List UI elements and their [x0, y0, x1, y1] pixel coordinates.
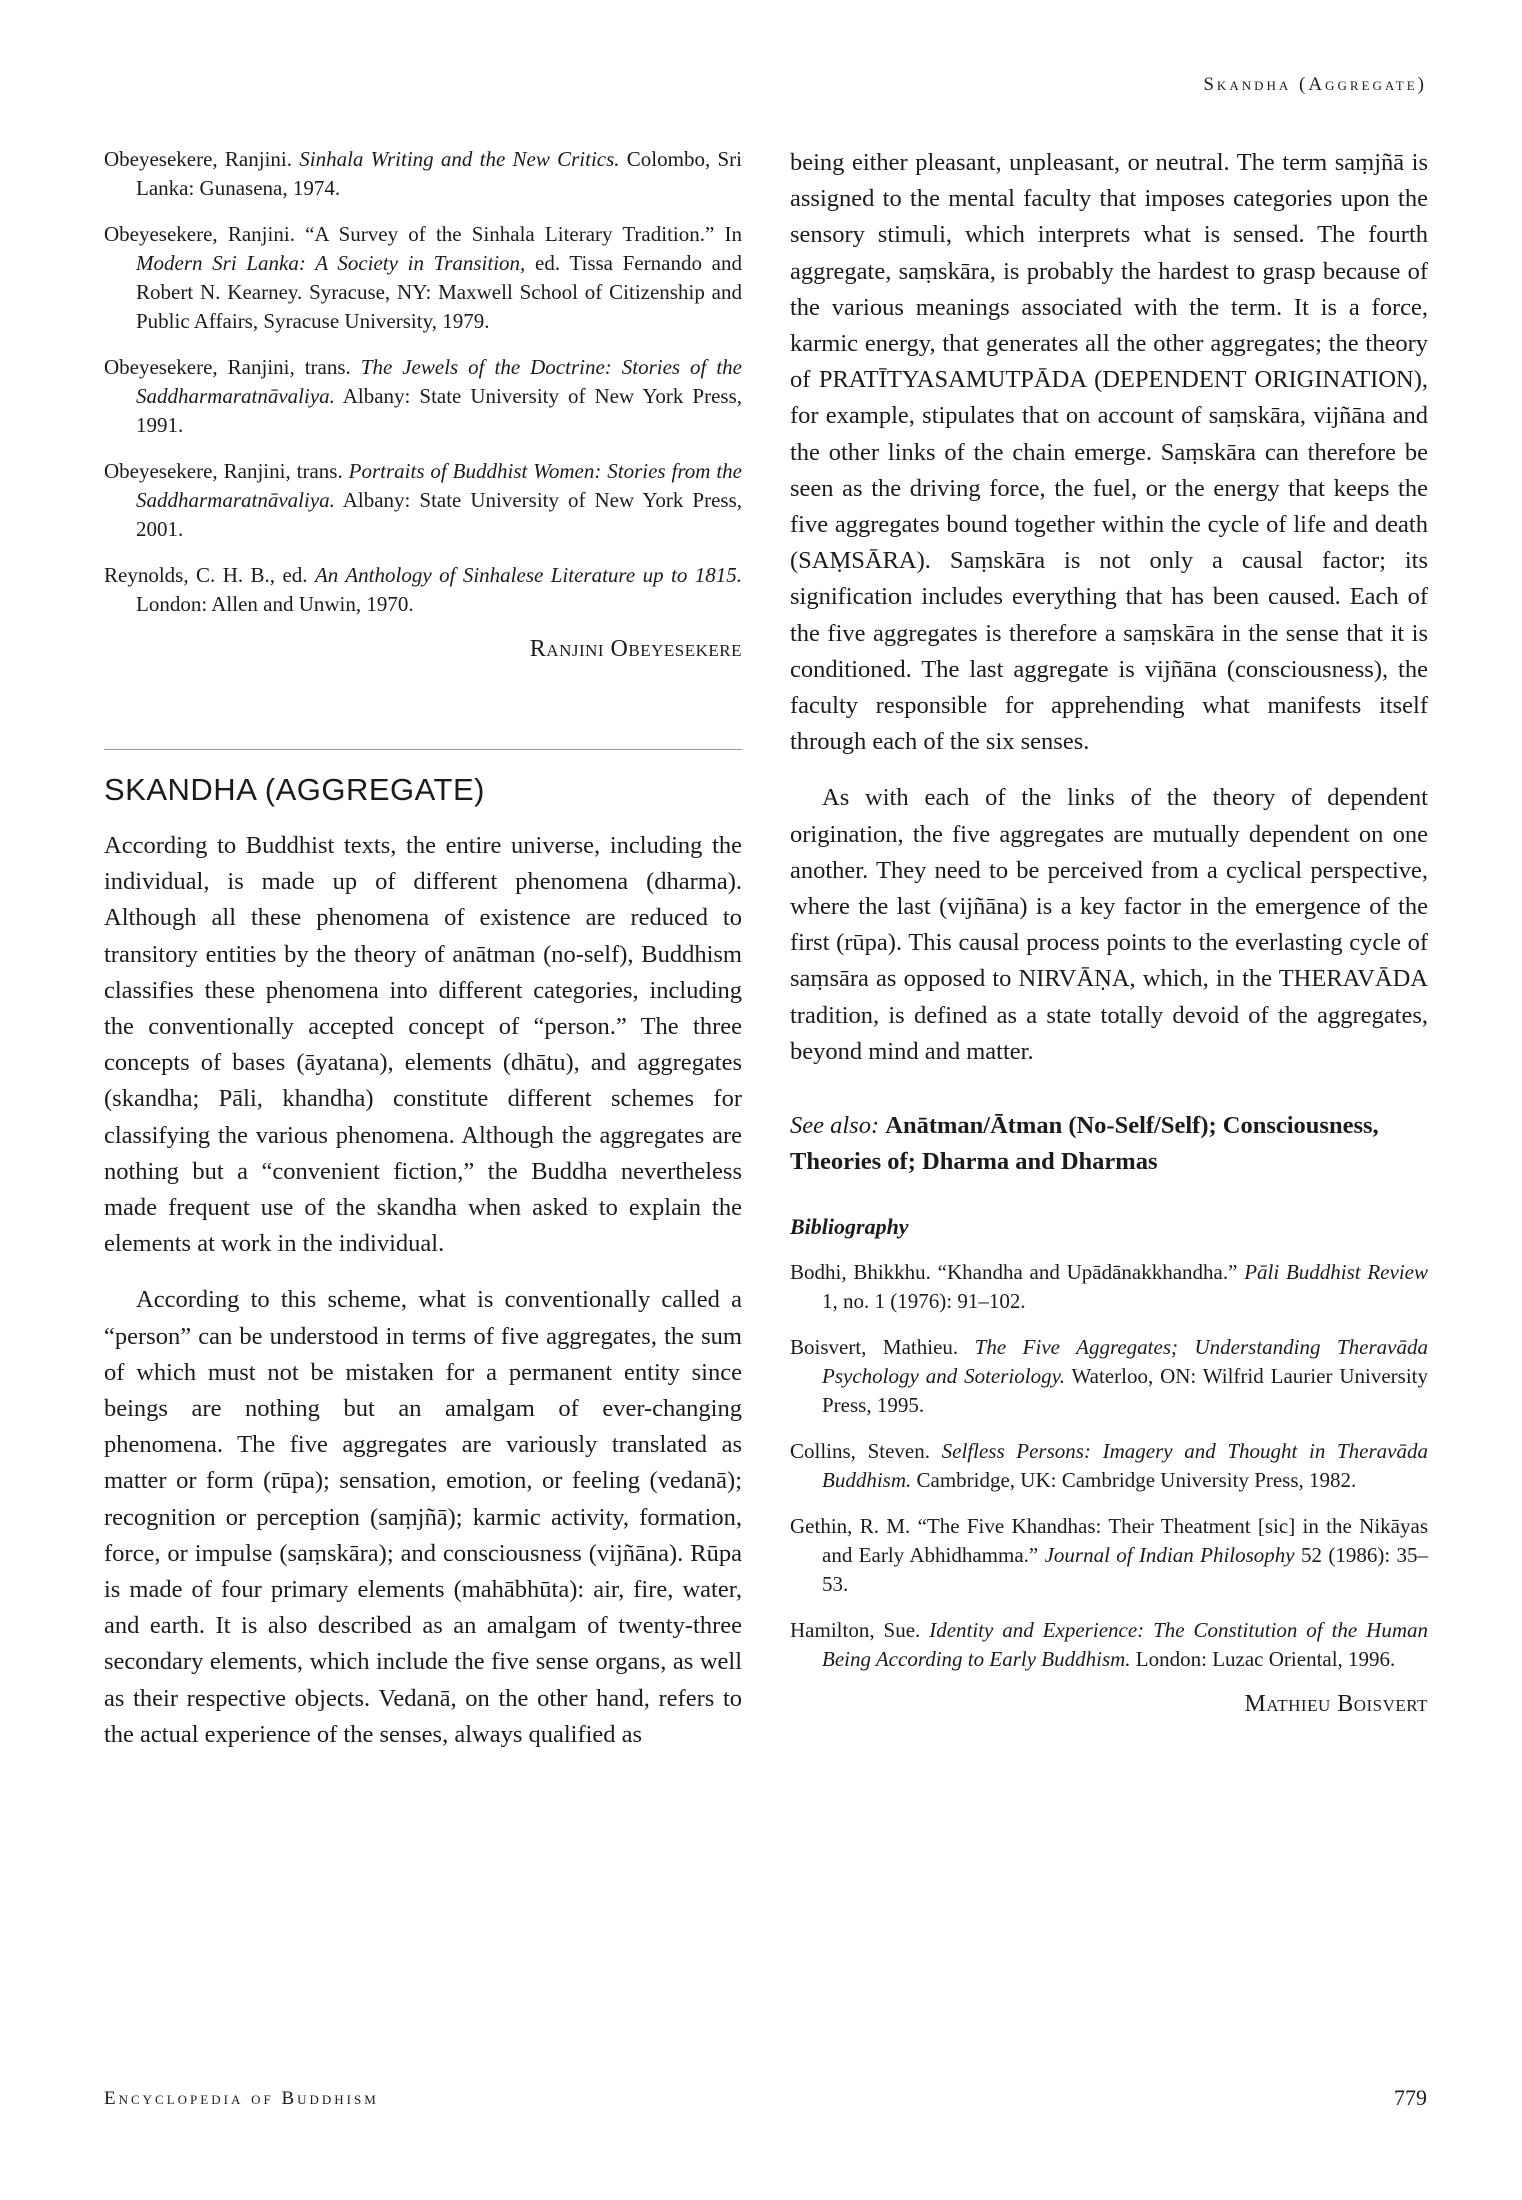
bib-entry: Reynolds, C. H. B., ed. An Anthology of Sinhalese Literature up to 1815. London: Allen and Unwin, 1970. — [104, 563, 742, 616]
bib-entry: Gethin, R. M. “The Five Khandhas: Their Theatment [sic] in the Nikāyas and Early Abhidhamma.” Journal of Indian Philosophy 52 (1986): 35–53. — [790, 1514, 1428, 1597]
body-paragraph: According to this scheme, what is conventionally called a “person” can be understood in terms of five aggregates, the sum of which must not be mistaken for a permanent entity since beings are nothing but an amalgam of ever-changing phenomena. The five aggregates are variously translated as matter or form (rūpa); sensation, emotion, or feeling (vedanā); recognition or perception (saṃjñā); karmic activity, formation, force, or impulse (saṃskāra); and consciousness (vijñāna). Rūpa is made of four primary elements (mahābhūta): air, fire, water, and earth. It is also described as an amalgam of twenty-three secondary elements, which include the five sense organs, as well as their respective objects. Vedanā, on the other hand, refers to the actual experience of the senses, always qualified as — [104, 1286, 742, 1748]
author-byline: Mathieu Boisvert — [1244, 1691, 1428, 1718]
bib-entry: Obeyesekere, Ranjini. “A Survey of the Sinhala Literary Tradition.” In Modern Sri Lanka: A Society in Transition, ed. Tissa Fernando and Robert N. Kearney. Syracuse, NY: Maxwell School of Citizenship and Public Affairs, Syracuse University, 1979. — [104, 222, 743, 333]
bib-entry: Obeyesekere, Ranjini. Sinhala Writing and the New Critics. Colombo, Sri Lanka: Gunasena, 1974. — [104, 147, 742, 200]
footer-book-title: Encyclopedia of Buddhism — [104, 2088, 379, 2109]
body-paragraph: According to Buddhist texts, the entire universe, including the individual, is made up of different phenomena (dharma). Although all these phenomena of existence are reduced to transitory entities by the theory of anātman (no-self), Buddhism classifies these phenomena into different categories, including the conventionally accepted concept of “person.” The three concepts of bases (āyatana), elements (dhātu), and aggregates (skandha; Pāli, khandha) constitute different schemes for classifying the various phenomena. Although the aggregates are nothing but a “convenient fiction,” the Buddha nevertheless made frequent use of the skandha when asked to explain the elements at work in the individual. — [104, 832, 742, 1258]
bib-entry: Bodhi, Bhikkhu. “Khandha and Upādānakkhandha.” Pāli Buddhist Review 1, no. 1 (1976): 91–102. — [790, 1260, 1428, 1314]
bib-entry: Collins, Steven. Selfless Persons: Imagery and Thought in Theravāda Buddhism. Cambridge, UK: Cambridge University Press, 1982. — [790, 1439, 1428, 1493]
see-also — [790, 1108, 1428, 1180]
bib-entry: Boisvert, Mathieu. The Five Aggregates; Understanding Theravāda Psychology and Soteriology. Waterloo, ON: Wilfrid Laurier University Press, 1995. — [790, 1335, 1428, 1418]
author-byline: Ranjini Obeyesekere — [529, 636, 742, 662]
see-also-links[interactable]: Anātman/Ātman (No-Self/Self); Consciousness, Theories of; Dharma and Dharmas — [790, 1112, 1379, 1176]
running-head: Skandha (Aggregate) — [1203, 74, 1427, 95]
right-column — [790, 145, 1428, 1718]
left-column — [104, 145, 742, 1773]
section-divider — [104, 749, 742, 750]
bibliography-heading: Bibliography — [790, 1214, 909, 1240]
body-paragraph: As with each of the links of the theory of dependent origination, the five aggregates are mutually dependent on one another. They need to be perceived from a cyclical perspective, where the last (vijñāna) is a key factor in the emergence of the first (rūpa). This causal process points to the everlasting cycle of saṃsāra as opposed to NIRVĀṆA, which, in the THERAVĀDA tradition, is defined as a state totally devoid of the aggregates, beyond mind and matter. — [790, 784, 1428, 1065]
body-paragraph: being either pleasant, unpleasant, or neutral. The term saṃjñā is assigned to the mental faculty that imposes categories upon the sensory stimuli, which interprets what is sensed. The fourth aggregate, saṃskāra, is probably the hardest to grasp because of the various meanings associated with the term. It is a force, karmic energy, that generates all the other aggregates; the theory of PRATĪTYASAMUTPĀDA (DEPENDENT ORIGINATION), for example, stipulates that on account of saṃskāra, vijñāna and the other links of the chain emerge. Saṃskāra can therefore be seen as the driving force, the fuel, or the energy that keeps the five aggregates bound together within the cycle of life and death (SAṂSĀRA). Saṃskāra is not only a causal factor; its signification includes everything that has been caused. Each of the five aggregates is therefore a saṃskāra in the sense that it is conditioned. The last aggregate is vijñāna (consciousness), the faculty responsible for apprehending what manifests itself through each of the six senses. — [790, 149, 1428, 756]
see-also-label: See also: — [790, 1112, 880, 1140]
bibliography-list — [790, 1258, 1428, 1674]
bib-entry: Hamilton, Sue. Identity and Experience: The Constitution of the Human Being According to Early Buddhism. London: Luzac Oriental, 1996. — [790, 1618, 1428, 1672]
bib-entry: Obeyesekere, Ranjini, trans. The Jewels of the Doctrine: Stories of the Saddharmaratnāvaliya. Albany: State University of New York Press, 1991. — [104, 355, 743, 437]
bibliography-continued — [104, 145, 742, 619]
page-number: 779 — [1394, 2085, 1427, 2110]
entry-heading: SKANDHA (AGGREGATE) — [104, 772, 485, 807]
bib-entry: Obeyesekere, Ranjini, trans. Portraits of Buddhist Women: Stories from the Saddharmaratnāvaliya. Albany: State University of New York Press, 2001. — [104, 459, 743, 541]
